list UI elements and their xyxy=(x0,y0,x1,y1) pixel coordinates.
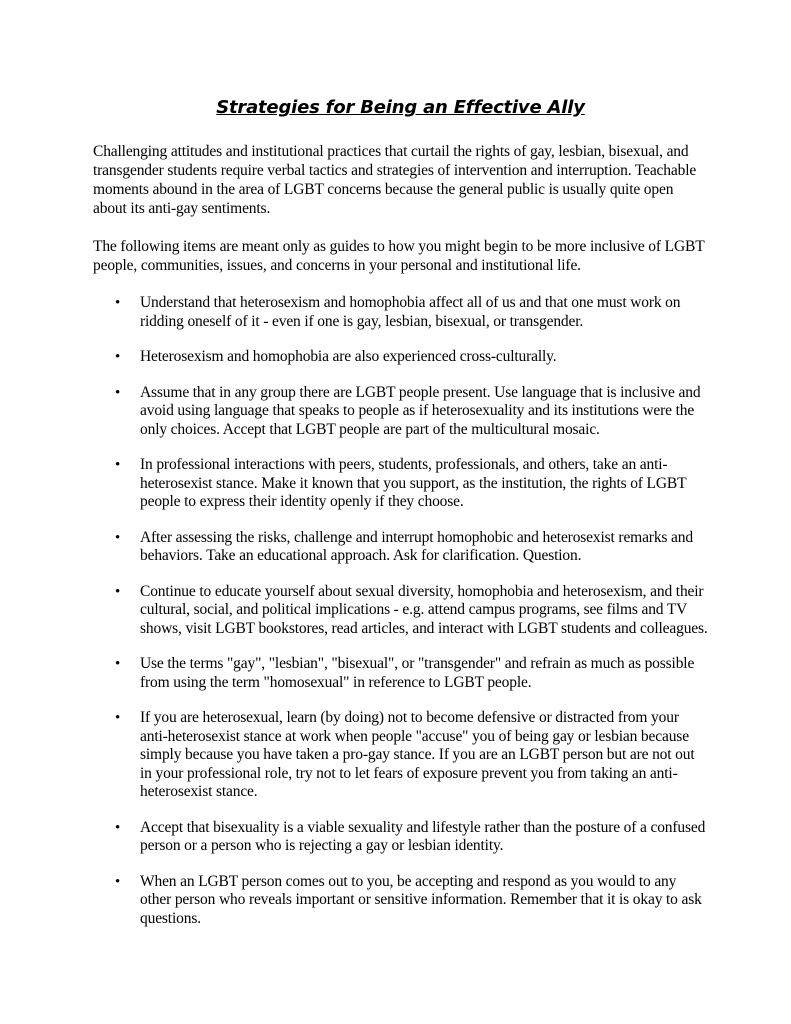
list-item xyxy=(93,709,708,802)
list-item-text: Accept that bisexuality is a viable sexuality and lifestyle rather than the posture of a confused person or a person who is rejecting a gay or lesbian identity. xyxy=(140,818,706,854)
list-item xyxy=(93,348,708,367)
list-item-text: Continue to educate yourself about sexual diversity, homophobia and heterosexism, and their cultural, social, and political implications - e.g. attend campus programs, see films and TV shows, visit LGBT bookstores, read articles, and interact with LGBT students and colleagues. xyxy=(140,582,708,637)
bullet-icon: • xyxy=(115,819,121,836)
bullet-icon: • xyxy=(115,349,121,365)
list-item xyxy=(93,655,708,692)
bullet-icon: • xyxy=(115,873,121,890)
bullet-icon: • xyxy=(115,384,121,401)
list-item xyxy=(93,384,708,440)
guide-paragraph: The following items are meant only as guides to how you might begin to be more inclusive of LGBT people, communities, issues, and concerns in your personal and institutional life. xyxy=(93,238,705,274)
bullet-icon: • xyxy=(115,710,121,726)
list-item-text: Use the terms "gay", "lesbian", "bisexual", or "transgender" and refrain as much as possible from using the term "homosexual" in reference to LGBT people. xyxy=(140,655,695,691)
bullet-icon: • xyxy=(115,295,121,311)
list-item-text: Heterosexism and homophobia are also experienced cross-culturally. xyxy=(140,348,557,365)
document-page xyxy=(93,96,708,945)
list-item xyxy=(93,294,708,331)
list-item-text: Understand that heterosexism and homophobia affect all of us and that one must work on ridding oneself of it - even if one is gay, lesbian, bisexual, or transgender. xyxy=(140,294,681,330)
bullet-icon: • xyxy=(115,529,121,546)
list-item-text: Assume that in any group there are LGBT people present. Use language that is inclusive and avoid using language that speaks to people as if heterosexuality and its institutions were the only choices. Accept that LGBT people are part of the multicultural mosaic. xyxy=(140,383,701,438)
list-item-text: After assessing the risks, challenge and interrupt homophobic and heterosexist remarks and behaviors. Take an educational approach. Ask for clarification. Question. xyxy=(140,528,693,564)
list-item-text: In professional interactions with peers, students, professionals, and others, take an anti-heterosexist stance. Make it known that you support, as the institution, the rights of LGBT people to express their identity openly if they choose. xyxy=(140,456,687,510)
bullet-icon: • xyxy=(115,457,121,473)
list-item-text: If you are heterosexual, learn (by doing) not to become defensive or distracted from your anti-heterosexist stance at work when people "accuse" you of being gay or lesbian because simply because you have taken a pro-gay stance. If you are an LGBT person but are not out in your professional role, try not to let fears of exposure prevent you from taking an anti-heterosexist stance. xyxy=(140,709,695,800)
intro-paragraph: Challenging attitudes and institutional practices that curtail the rights of gay, lesbian, bisexual, and transgender students require verbal tactics and strategies of intervention and interruption. Teachable moments abound in the area of LGBT concerns because the general public is usually quite open about its anti-gay sentiments. xyxy=(93,143,697,217)
list-item xyxy=(93,583,708,639)
list-item xyxy=(93,456,708,512)
list-item xyxy=(93,529,708,566)
list-item-text: When an LGBT person comes out to you, be accepting and respond as you would to any other person who reveals important or sensitive information. Remember that it is okay to ask questions. xyxy=(140,872,702,927)
bullet-icon: • xyxy=(115,583,121,600)
list-item xyxy=(93,819,708,856)
list-item xyxy=(93,873,708,929)
bullet-icon: • xyxy=(115,656,121,672)
strategy-list xyxy=(93,294,708,928)
document-title: Strategies for Being an Effective Ally xyxy=(216,97,585,118)
